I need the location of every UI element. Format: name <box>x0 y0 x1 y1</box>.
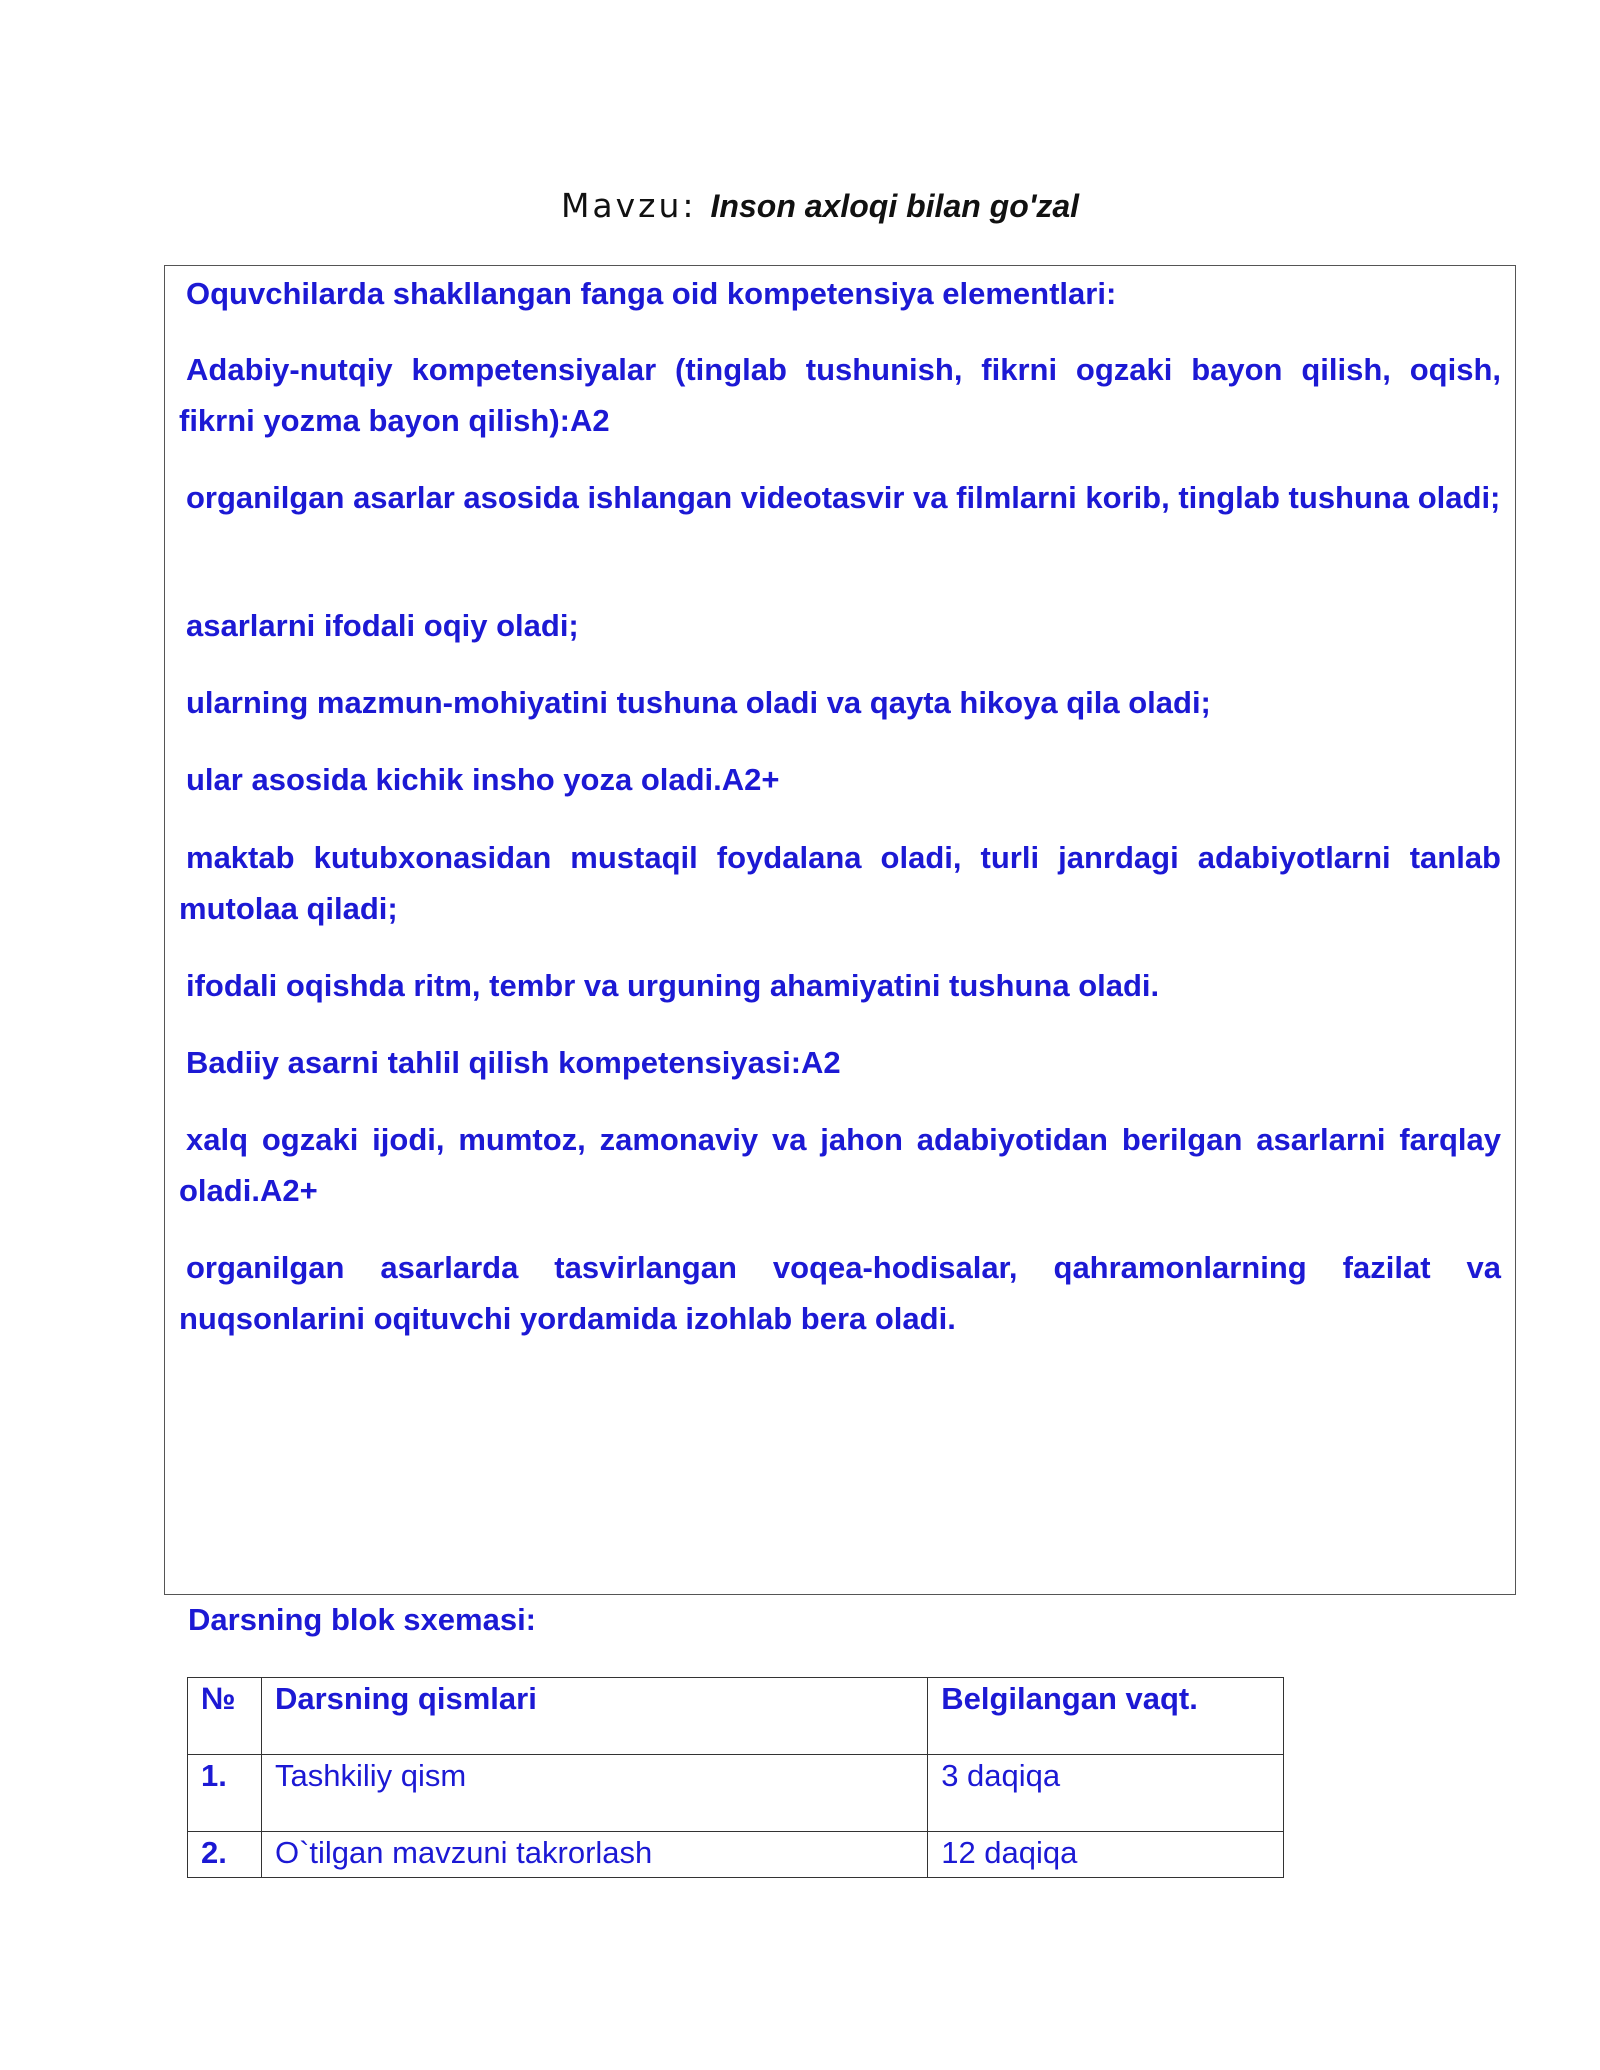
competence-item: ularning mazmun-mohiyatini tushuna oladi va qayta hikoya qila oladi; <box>186 685 1211 720</box>
row-time: 3 daqiqa <box>928 1755 1284 1832</box>
competence-item: asarlarni ifodali oqiy oladi; <box>186 608 579 643</box>
row-number: 1. <box>188 1755 262 1832</box>
lesson-block-table <box>187 1677 1284 1878</box>
competence-heading: Oquvchilarda shakllangan fanga oid kompetensiya elementlari: <box>186 276 1117 311</box>
block-scheme-heading: Darsning blok sxemasi: <box>188 1602 537 1637</box>
competence-item: organilgan asarlarda tasvirlangan voqea-hodisalar, qahramonlarning fazilat va nuqsonlarini oqituvchi yordamida izohlab bera oladi. <box>179 1250 1501 1336</box>
table-header-row <box>188 1678 1284 1755</box>
column-header-time: Belgilangan vaqt. <box>928 1678 1284 1755</box>
competence-item: xalq ogzaki ijodi, mumtoz, zamonaviy va jahon adabiyotidan berilgan asarlarni farqlay oladi.A2+ <box>179 1122 1501 1208</box>
column-header-number: № <box>188 1678 262 1755</box>
row-part: O`tilgan mavzuni takrorlash <box>261 1832 927 1878</box>
row-part: Tashkiliy qism <box>261 1755 927 1832</box>
competence-box <box>164 265 1516 1595</box>
table-row <box>188 1755 1284 1832</box>
title-prefix: Mavzu: <box>560 186 697 225</box>
competence-item: ular asosida kichik insho yoza oladi.A2+ <box>186 762 780 797</box>
page-title <box>0 186 1600 226</box>
column-header-parts: Darsning qismlari <box>261 1678 927 1755</box>
competence-item: ifodali oqishda ritm, tembr va urguning ahamiyatini tushuna oladi. <box>186 968 1160 1003</box>
competence-item: organilgan asarlar asosida ishlangan videotasvir va filmlarni korib, tinglab tushuna oladi; <box>186 480 1501 515</box>
table-row <box>188 1832 1284 1878</box>
row-time: 12 daqiqa <box>928 1832 1284 1878</box>
lesson-topic: Inson axloqi bilan go'zal <box>710 188 1080 224</box>
competence-item: maktab kutubxonasidan mustaqil foydalana oladi, turli janrdagi adabiyotlarni tanlab mutolaa qiladi; <box>179 840 1501 926</box>
competence-subheading: Badiiy asarni tahlil qilish kompetensiyasi:A2 <box>186 1045 841 1080</box>
competence-item: Adabiy-nutqiy kompetensiyalar (tinglab tushunish, fikrni ogzaki bayon qilish, oqish, fikrni yozma bayon qilish):A2 <box>179 352 1501 438</box>
row-number: 2. <box>188 1832 262 1878</box>
